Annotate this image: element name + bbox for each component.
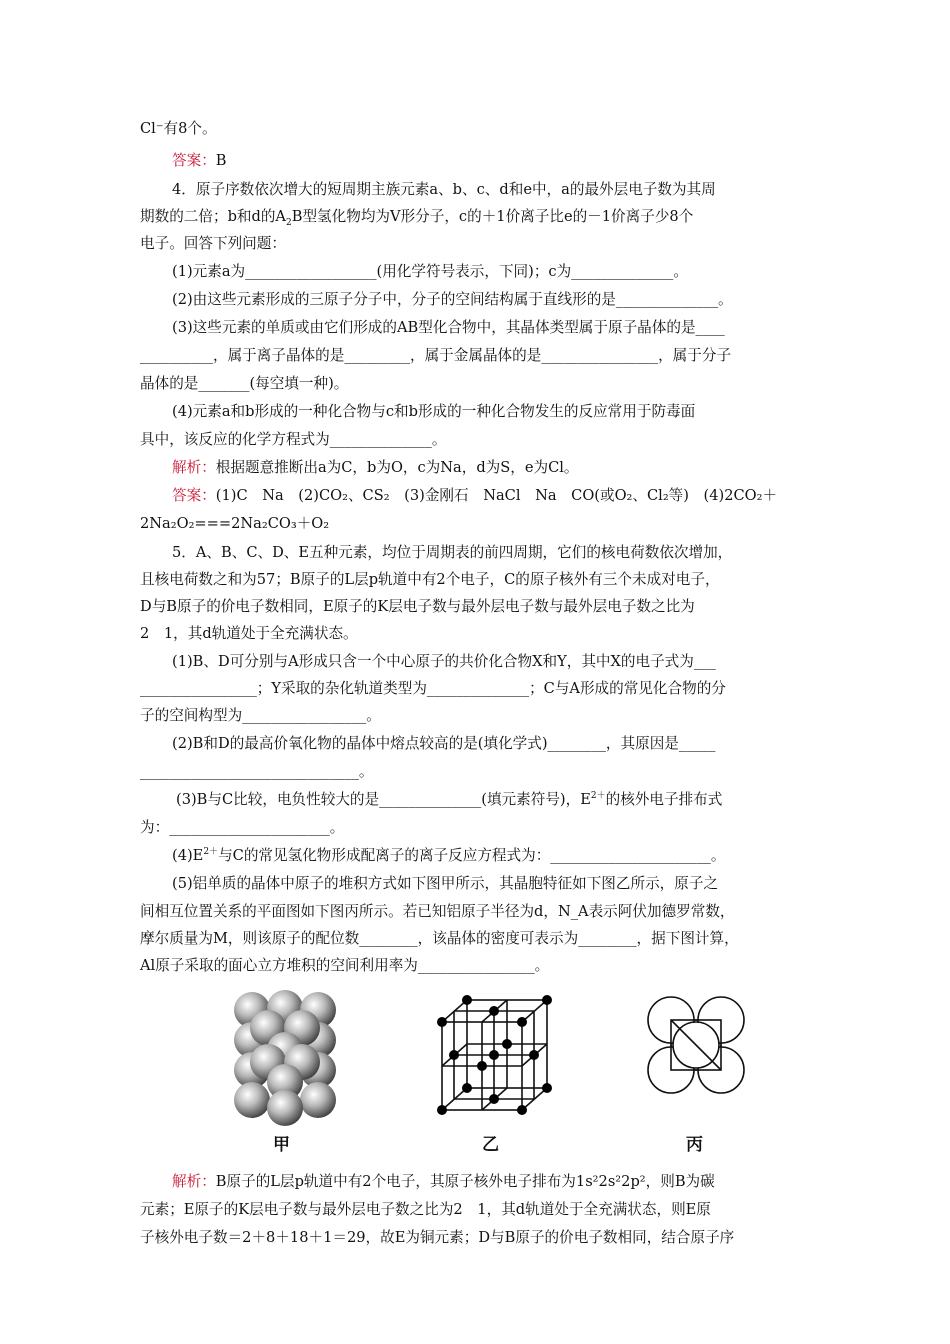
- text-span: 与C的常见氢化物形成配离子的离子反应方程式为：______________________。: [218, 847, 726, 864]
- answer-line: 2Na₂O₂===2Na₂CO₃＋O₂: [140, 515, 330, 532]
- question-5-line: Al原子采取的面心立方堆积的空间利用率为________________。: [140, 957, 550, 974]
- question-5-line: 5．A、B、C、D、E五种元素，均位于周期表的前四周期，它们的核电荷数依次增加，: [172, 544, 733, 561]
- analysis-tag: 解析：: [172, 1173, 216, 1190]
- figure-label-bing: 丙: [686, 1135, 703, 1155]
- question-4-line: 电子。回答下列问题：: [140, 235, 286, 252]
- question-4-line: 具中，该反应的化学方程式为______________。: [140, 431, 447, 448]
- answer-line: [172, 151, 844, 171]
- question-5-line: 且核电荷数之和为57；B原子的L层p轨道中有2个电子，C的原子核外有三个未成对电子，: [140, 571, 720, 588]
- analysis-line: [172, 458, 844, 478]
- superscript: 2＋: [590, 791, 606, 802]
- text-span: (4)E: [172, 847, 204, 864]
- analysis-line: 元素；E原子的K层电子数与最外层电子数之比为2 1，其d轨道处于全充满状态，则E原: [140, 1201, 711, 1218]
- figure-label-jia: 甲: [273, 1135, 290, 1155]
- text-span: 期数的二倍；b和d的A: [140, 208, 286, 225]
- question-5-line: ______________________________。: [140, 763, 374, 780]
- analysis-tag: 解析：: [172, 459, 216, 476]
- figure-yi-fcc-unit-cell: [432, 992, 552, 1122]
- superscript: 2＋: [203, 847, 219, 858]
- question-5-line: ________________；Y采取的杂化轨道类型为______________；C与A形成的常见化合物的分: [140, 680, 726, 697]
- question-5-line: 2 1，其d轨道处于全充满状态。: [140, 625, 358, 642]
- analysis-line: 子核外电子数＝2＋8＋18＋1＝29，故E为铜元素；D与B原子的价电子数相同，结合原子序: [140, 1229, 735, 1246]
- question-5-line: D与B原子的价电子数相同，E原子的K层电子数与最外层电子数与最外层电子数之比为: [140, 598, 695, 615]
- subscript: 2: [285, 217, 292, 228]
- question-4-line: 晶体的是_______(每空填一种)。: [140, 375, 349, 392]
- question-4-line: (2)由这些元素形成的三原子分子中，分子的空间结构属于直线形的是______________。: [172, 291, 733, 308]
- answer-tag: 答案：: [172, 487, 216, 504]
- analysis-text: 根据题意推断出a为C，b为O，c为Na，d为S，e为Cl。: [215, 459, 579, 476]
- question-5-line: (2)B和D的最高价氧化物的晶体中熔点较高的是(填化学式)________，其原因是_____: [172, 735, 716, 752]
- question-5-line: 间相互位置关系的平面图如下图丙所示。若已知铝原子半径为d，N_A表示阿伏加德罗常数，: [140, 903, 735, 920]
- answer-text: (1)C Na (2)CO₂、CS₂ (3)金刚石 NaCl Na CO(或O₂、Cl₂等) (4)2CO₂＋: [215, 487, 778, 504]
- question-5-line: (1)B、D可分别与A形成只含一个中心原子的共价化合物X和Y，其中X的电子式为___: [172, 653, 716, 670]
- question-5-line: 子的空间构型为_________________。: [140, 707, 381, 724]
- question-4-line: (3)这些元素的单质或由它们形成的AB型化合物中，其晶体类型属于原子晶体的是____: [172, 319, 725, 336]
- answer-value: B: [215, 152, 227, 169]
- question-4-line: (4)元素a和b形成的一种化合物与c和b形成的一种化合物发生的反应常用于防毒面: [172, 403, 696, 420]
- text-span: 的核外电子排布式: [605, 791, 723, 808]
- question-5-line: 为：______________________。: [140, 819, 345, 836]
- question-5-line: [172, 846, 844, 866]
- question-4-line: 4．原子序数依次增大的短周期主族元素a、b、c、d和e中，a的最外层电子数为其周: [172, 181, 716, 198]
- question-5-line: (5)铝单质的晶体中原子的堆积方式如下图甲所示，其晶胞特征如下图乙所示，原子之: [172, 875, 719, 892]
- question-5-line: [176, 790, 848, 810]
- figure-bing-plane-view: [646, 995, 746, 1095]
- question-4-line: __________，属于离子晶体的是_________，属于金属晶体的是________________，属于分子: [140, 347, 732, 364]
- question-4-line: [140, 207, 812, 227]
- sphere-group: [234, 990, 336, 1126]
- text-line: Cl⁻有8个。: [140, 120, 217, 137]
- answer-line: [172, 486, 844, 506]
- figure-label-yi: 乙: [482, 1135, 499, 1155]
- text-span: (3)B与C比较，电负性较大的是______________(填元素符号)，E: [176, 791, 591, 808]
- text-span: B型氢化物均为V形分子，c的＋1价离子比e的－1价离子少8个: [291, 208, 694, 225]
- question-5-line: 摩尔质量为M，则该原子的配位数________，该晶体的密度可表示为________，据下图计算，: [140, 930, 739, 947]
- analysis-text: B原子的L层p轨道中有2个电子，其原子核外电子排布为1s²2s²2p²，则B为碳: [215, 1173, 715, 1190]
- question-4-line: (1)元素a为__________________(用化学符号表示，下同)；c为______________。: [172, 263, 688, 280]
- analysis-line: [172, 1172, 844, 1192]
- figure-jia-sphere-packing: [230, 990, 340, 1130]
- answer-tag: 答案：: [172, 152, 216, 169]
